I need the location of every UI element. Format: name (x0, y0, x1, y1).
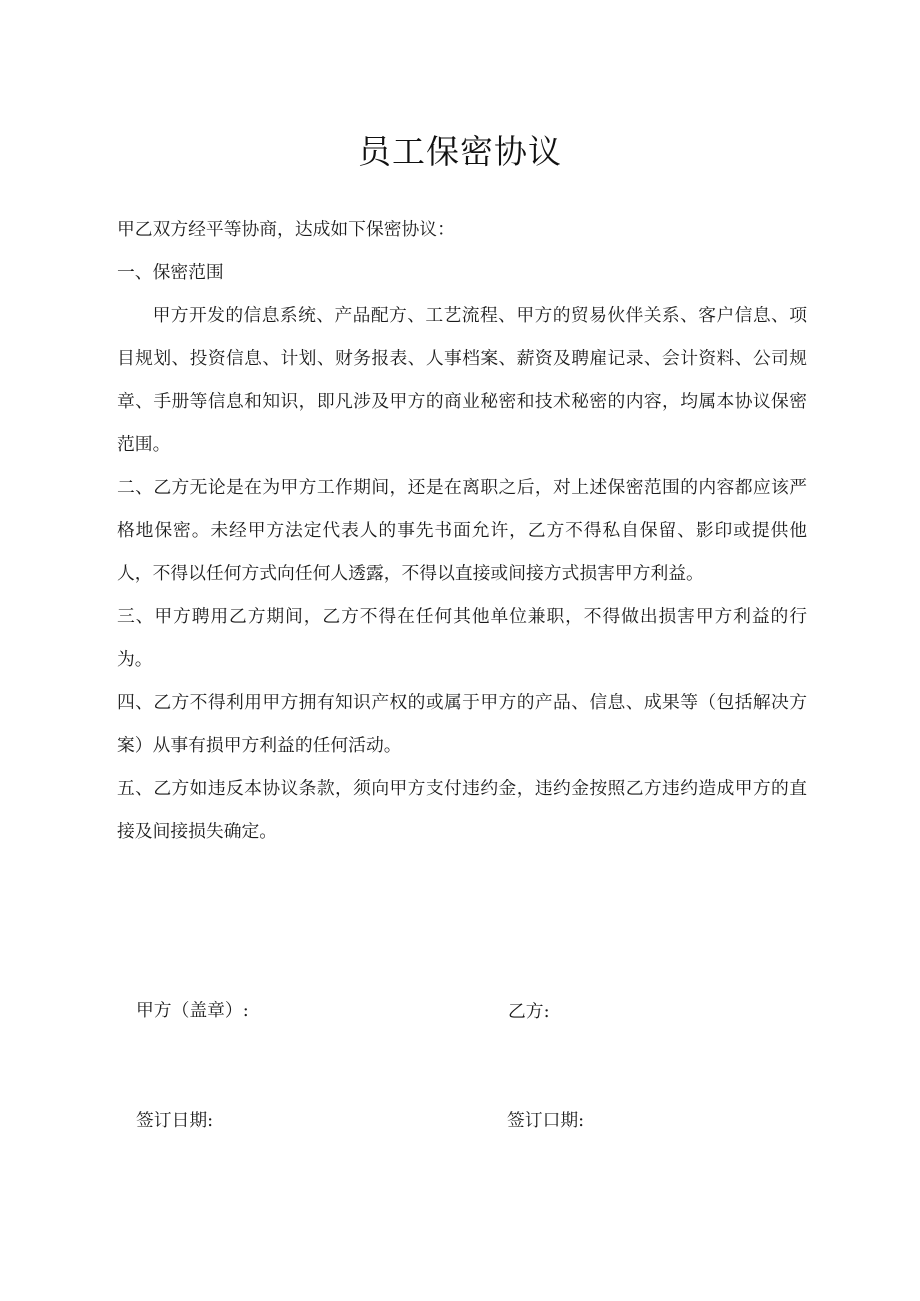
party-a-seal-label: 甲方（盖章）: (136, 1000, 249, 1021)
section-3-paragraph: 三、甲方聘用乙方期间，乙方不得在任何其他单位兼职，不得做出损害甲方利益的行为。 (117, 606, 807, 670)
document-body (117, 208, 807, 853)
section-5-paragraph: 五、乙方如违反本协议条款，须向甲方支付违约金，违约金按照乙方违约造成甲方的直接及间接损失确定。 (117, 778, 807, 842)
section-4-paragraph: 四、乙方不得利用甲方拥有知识产权的或属于甲方的产品、信息、成果等（包括解决方案）从事有损甲方利益的任何活动。 (117, 692, 807, 756)
section-1-body: 甲方开发的信息系统、产品配方、工艺流程、甲方的贸易伙伴关系、客户信息、项目规划、投资信息、计划、财务报表、人事档案、薪资及聘雇记录、会计资料、公司规章、手册等信息和知识，即凡涉及甲方的商业秘密和技术秘密的内容，均属本协议保密范围。 (117, 305, 807, 455)
intro-paragraph: 甲乙双方经平等协商，达成如下保密协议： (117, 219, 455, 240)
party-b-sign-date-label: 签订口期: (507, 1110, 585, 1131)
section-1-heading: 一、保密范围 (117, 262, 224, 283)
party-b-label: 乙方: (508, 1001, 550, 1022)
party-a-sign-date-label: 签订日期: (136, 1110, 214, 1131)
document-title: 员工保密协议 (358, 132, 562, 171)
section-2-paragraph: 二、乙方无论是在为甲方工作期间，还是在离职之后，对上述保密范围的内容都应该严格地保密。未经甲方法定代表人的事先书面允许，乙方不得私自保留、影印或提供他人，不得以任何方式向任何人透露，不得以直接或间接方式损害甲方利益。 (117, 477, 807, 584)
